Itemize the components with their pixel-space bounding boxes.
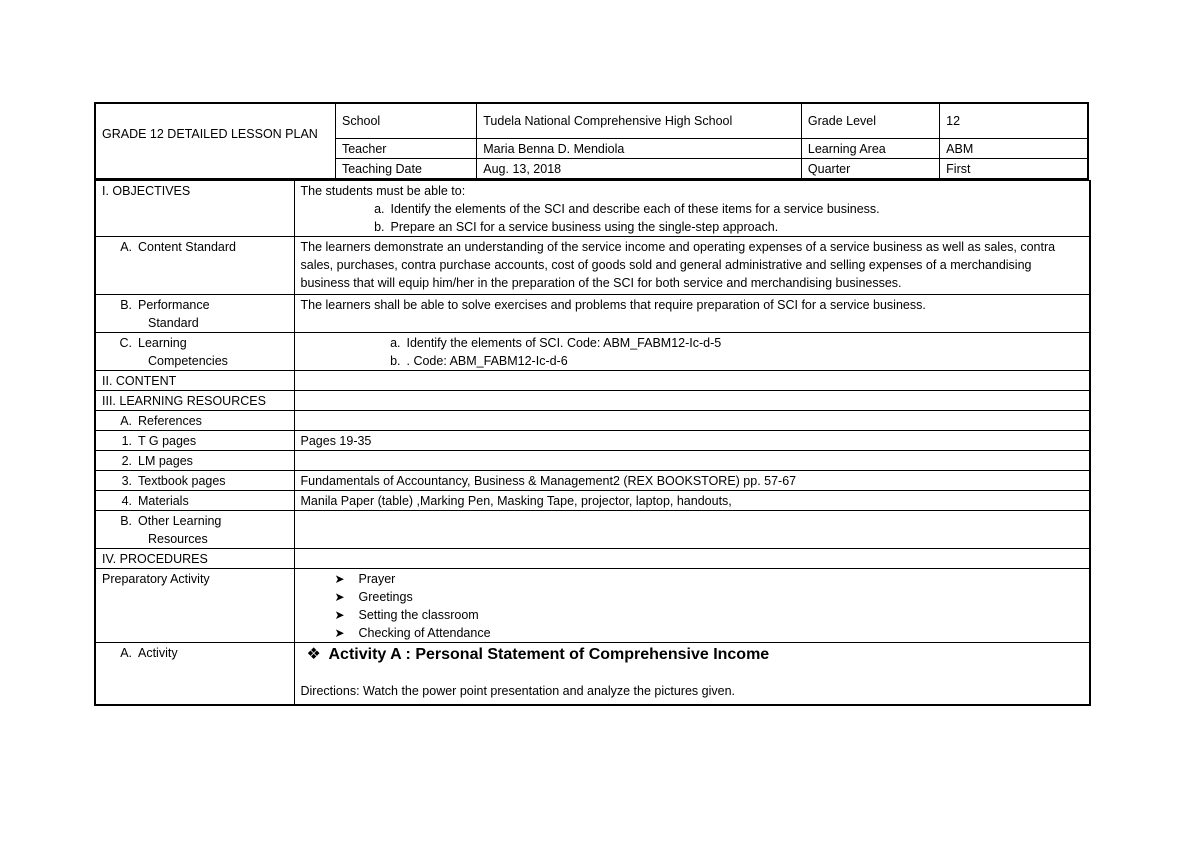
arrow-bullet-icon: ➤ (334, 571, 345, 586)
competency-item: b. . Code: ABM_FABM12-Ic-d-6 (390, 353, 568, 368)
textbook-row (95, 470, 1090, 490)
quarter-value: First (940, 158, 1088, 179)
tg-pages-value: Pages 19-35 (294, 430, 1090, 450)
references-row (95, 410, 1090, 430)
lm-pages-label: 2. LM pages (95, 450, 294, 470)
tg-pages-label: 1. T G pages (95, 430, 294, 450)
objective-item: a. Identify the elements of the SCI and describe each of these items for a service business. (374, 201, 880, 216)
activity-label: A. Activity (95, 642, 294, 705)
other-resources-label: B. Other Learning Resources (95, 510, 294, 548)
body-table (94, 180, 1091, 707)
diamond-bullet-icon: ❖ (306, 645, 321, 663)
competency-item: a. Identify the elements of SCI. Code: ABM_FABM12-Ic-d-5 (390, 335, 722, 350)
preparatory-row (95, 568, 1090, 642)
date-value: Aug. 13, 2018 (477, 158, 802, 179)
materials-value: Manila Paper (table) ,Marking Pen, Masking Tape, projector, laptop, handouts, (294, 490, 1090, 510)
plan-title: GRADE 12 DETAILED LESSON PLAN (95, 103, 335, 179)
procedures-row (95, 548, 1090, 568)
references-label: A. References (95, 410, 294, 430)
procedures-label: IV. PROCEDURES (95, 548, 294, 568)
activity-title: ❖ Activity A : Personal Statement of Comprehensive Income (301, 644, 1085, 666)
arrow-bullet-icon: ➤ (334, 607, 345, 622)
area-value: ABM (940, 138, 1088, 158)
lm-pages-value (294, 450, 1090, 470)
content-standard-row (95, 236, 1090, 294)
arrow-bullet-icon: ➤ (334, 625, 345, 640)
performance-standard-row (95, 294, 1090, 332)
activity-directions: Directions: Watch the power point presentation and analyze the pictures given. (300, 683, 736, 698)
arrow-bullet-icon: ➤ (334, 589, 345, 604)
preparatory-item: ➤ Checking of Attendance (334, 625, 491, 640)
content-standard-text: The learners demonstrate an understanding of the service income and operating expenses of a service business as well as sales, contra sales, purchases, contra purchase accounts, cost of goods sold and general administrative and selling expenses of a merchandising business that will equip him/her in the preparation of the SCI for both service and merchandising businesses. (294, 236, 1090, 294)
activity-row (95, 642, 1090, 705)
area-label: Learning Area (801, 138, 939, 158)
content-row (95, 370, 1090, 390)
materials-row (95, 490, 1090, 510)
tg-pages-row (95, 430, 1090, 450)
preparatory-item: ➤ Greetings (334, 589, 413, 604)
grade-value: 12 (940, 103, 1088, 138)
content-label: II. CONTENT (95, 370, 294, 390)
preparatory-item: ➤ Setting the classroom (334, 607, 479, 622)
lesson-plan-document (94, 102, 1089, 706)
lm-pages-row (95, 450, 1090, 470)
competencies-label: C. Learning Competencies (95, 332, 294, 370)
objectives-label: I. OBJECTIVES (95, 180, 294, 236)
resources-label: III. LEARNING RESOURCES (95, 390, 294, 410)
content-standard-label: A. Content Standard (95, 236, 294, 294)
objective-item: b. Prepare an SCI for a service business using the single-step approach. (374, 219, 779, 234)
textbook-label: 3. Textbook pages (95, 470, 294, 490)
header-table (94, 102, 1089, 180)
materials-label: 4. Materials (95, 490, 294, 510)
grade-label: Grade Level (801, 103, 939, 138)
school-value: Tudela National Comprehensive High School (477, 103, 802, 138)
performance-standard-text: The learners shall be able to solve exercises and problems that require preparation of SCI for a service business. (294, 294, 1090, 332)
date-label: Teaching Date (335, 158, 476, 179)
performance-standard-label: B. Performance Standard (95, 294, 294, 332)
other-resources-row (95, 510, 1090, 548)
teacher-label: Teacher (335, 138, 476, 158)
resources-row (95, 390, 1090, 410)
textbook-value: Fundamentals of Accountancy, Business & Management2 (REX BOOKSTORE) pp. 57-67 (294, 470, 1090, 490)
teacher-value: Maria Benna D. Mendiola (477, 138, 802, 158)
competencies-row (95, 332, 1090, 370)
school-label: School (335, 103, 476, 138)
objectives-row (95, 180, 1090, 236)
quarter-label: Quarter (801, 158, 939, 179)
preparatory-label: Preparatory Activity (95, 568, 294, 642)
preparatory-item: ➤ Prayer (334, 571, 396, 586)
objectives-intro: The students must be able to: (300, 183, 466, 198)
